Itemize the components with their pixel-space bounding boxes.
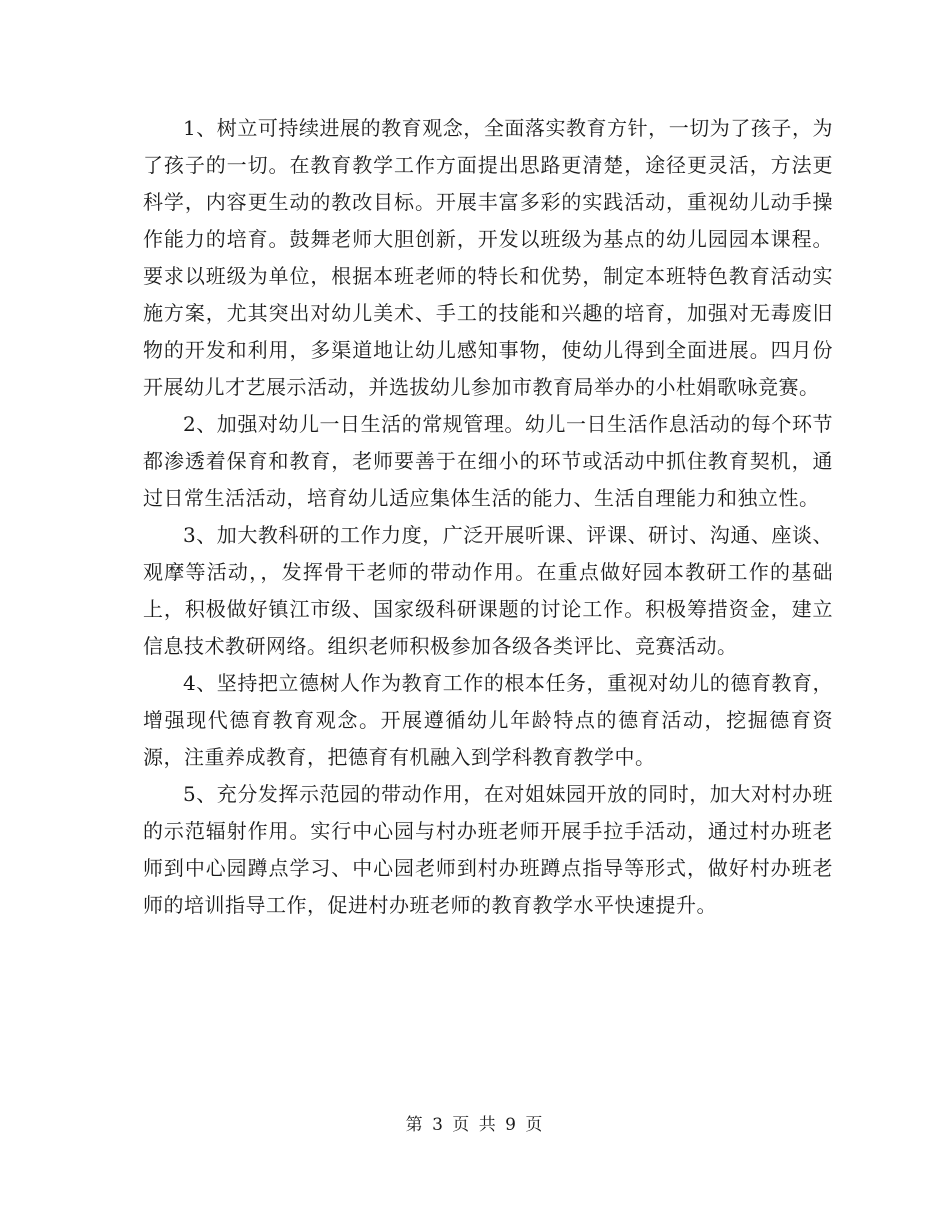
paragraph-3: 3、加大教科研的工作力度，广泛开展听课、评课、研讨、沟通、座谈、观摩等活动，，发挥骨干老师的带动作用。在重点做好园本教研工作的基础上，积极做好镇江市级、国家级科研课题的讨论工作。积极筹措资金，建立信息技术教研网络。组织老师积极参加各级各类评比、竞赛活动。 <box>143 523 833 658</box>
document-body <box>143 110 833 924</box>
page-number-footer: 第 3 页 共 9 页 <box>405 1115 545 1135</box>
paragraph-5: 5、充分发挥示范园的带动作用，在对姐妹园开放的同时，加大对村办班的示范辐射作用。实行中心园与村办班老师开展手拉手活动，通过村办班老师到中心园蹲点学习、中心园老师到村办班蹲点指导等形式，做好村办班老师的培训指导工作，促进村办班老师的教育教学水平快速提升。 <box>143 782 833 917</box>
paragraph-1: 1、树立可持续进展的教育观念，全面落实教育方针，一切为了孩子，为了孩子的一切。在教育教学工作方面提出思路更清楚，途径更灵活，方法更科学，内容更生动的教改目标。开展丰富多彩的实践活动，重视幼儿动手操作能力的培育。鼓舞老师大胆创新，开发以班级为基点的幼儿园园本课程。要求以班级为单位，根据本班老师的特长和优势，制定本班特色教育活动实施方案，尤其突出对幼儿美术、手工的技能和兴趣的培育，加强对无毒废旧物的开发和利用，多渠道地让幼儿感知事物，使幼儿得到全面进展。四月份开展幼儿才艺展示活动，并选拔幼儿参加市教育局举办的小杜娟歌咏竞赛。 <box>143 116 833 399</box>
paragraph-2: 2、加强对幼儿一日生活的常规管理。幼儿一日生活作息活动的每个环节都渗透着保育和教育，老师要善于在细小的环节或活动中抓住教育契机，通过日常生活活动，培育幼儿适应集体生活的能力、生活自理能力和独立性。 <box>143 412 833 510</box>
paragraph-4: 4、坚持把立德树人作为教育工作的根本任务，重视对幼儿的德育教育，增强现代德育教育观念。开展遵循幼儿年龄特点的德育活动，挖掘德育资源，注重养成教育，把德育有机融入到学科教育教学中。 <box>143 671 833 769</box>
